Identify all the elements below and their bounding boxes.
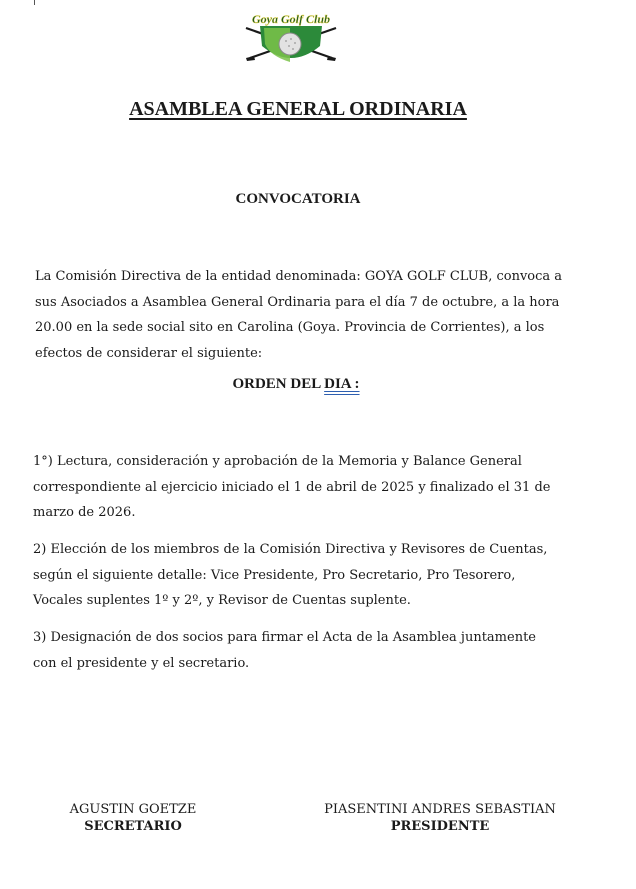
document-subtitle: CONVOCATORIA bbox=[235, 191, 361, 207]
signature-role: SECRETARIO bbox=[84, 819, 182, 834]
signature-name: PIASENTINI ANDRES SEBASTIAN bbox=[324, 802, 556, 817]
document-title: ASAMBLEA GENERAL ORDINARIA bbox=[129, 98, 467, 120]
orden-prefix: ORDEN DEL bbox=[232, 376, 325, 392]
golf-ball-icon bbox=[279, 33, 301, 55]
signature-president bbox=[320, 801, 560, 835]
orden-del-dia-heading bbox=[0, 376, 592, 393]
logo-text: Goya Golf Club bbox=[252, 12, 330, 26]
agenda-item-1: 1°) Lectura, consideración y aprobación de la Memoria y Balance General correspondiente al ejercicio iniciado el 1 de abril de 2025 y finalizado el 31 de marzo de 2026. bbox=[33, 454, 551, 520]
text-cursor bbox=[34, 0, 35, 5]
signature-role: PRESIDENTE bbox=[390, 819, 490, 834]
signature-name: AGUSTIN GOETZE bbox=[69, 802, 197, 817]
orden-dia-link: DIA : bbox=[324, 376, 360, 392]
goya-golf-club-logo bbox=[240, 6, 342, 72]
signature-secretary bbox=[60, 801, 206, 835]
intro-paragraph: La Comisión Directiva de la entidad denominada: GOYA GOLF CLUB, convoca a sus Asociados a Asamblea General Ordinaria para el día 7 de octubre, a la hora 20.00 en la sede social sito en Carolina (Goya. Provincia de Corrientes), a los efectos de considerar el siguiente: bbox=[35, 269, 563, 361]
agenda-item-2: 2) Elección de los miembros de la Comisión Directiva y Revisores de Cuentas, según el siguiente detalle: Vice Presidente, Pro Secretario, Pro Tesorero, Vocales suplentes 1º y 2º, y Revisor de Cuentas suplente. bbox=[33, 542, 548, 608]
agenda-item-3: 3) Designación de dos socios para firmar el Acta de la Asamblea juntamente con el presidente y el secretario. bbox=[33, 630, 536, 671]
